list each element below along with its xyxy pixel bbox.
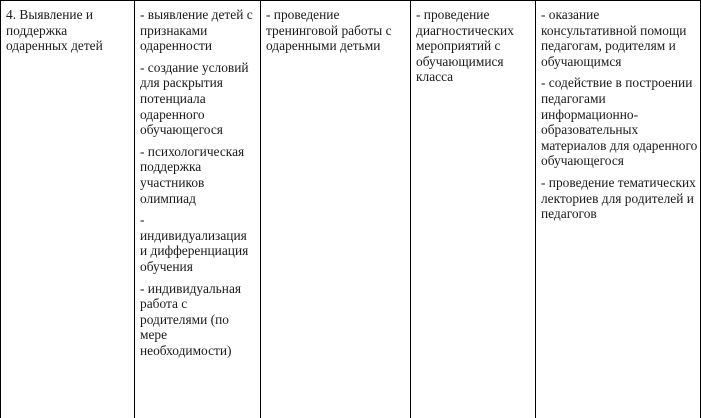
list-item: - индивидуализация и дифференциация обучения bbox=[140, 212, 249, 274]
section-cell bbox=[1, 1, 135, 418]
list-item: - содействие в построении педагогами информационно-образовательных материалов для одаренного обучающегося bbox=[541, 75, 698, 169]
list-item: - проведение тематических лекториев для родителей и педагогов bbox=[541, 174, 696, 222]
table-row bbox=[1, 1, 701, 418]
list-item: - оказание консультативной помощи педагогам, родителям и обучающимся bbox=[541, 7, 687, 69]
list-item: - создание условий для раскрытия потенциала одаренного обучающегося bbox=[140, 59, 249, 138]
section-title: 4. Выявление и поддержка одаренных детей bbox=[6, 7, 103, 54]
list-item: - проведение тренинговой работы с одаренными детьми bbox=[266, 7, 392, 54]
table-cell-consulting bbox=[536, 1, 701, 418]
table-cell-training bbox=[261, 1, 411, 418]
list-item: - психологическая поддержка участников олимпиад bbox=[140, 143, 245, 206]
list-item: - выявление детей с признаками одаренности bbox=[140, 7, 253, 54]
table-cell-goals bbox=[135, 1, 261, 418]
list-item: - проведение диагностических мероприятий с обучающимися класса bbox=[416, 7, 514, 85]
list-item: - индивидуальная работа с родителями (по мере необходимости) bbox=[140, 280, 242, 358]
table-cell-diagnostics bbox=[411, 1, 536, 418]
